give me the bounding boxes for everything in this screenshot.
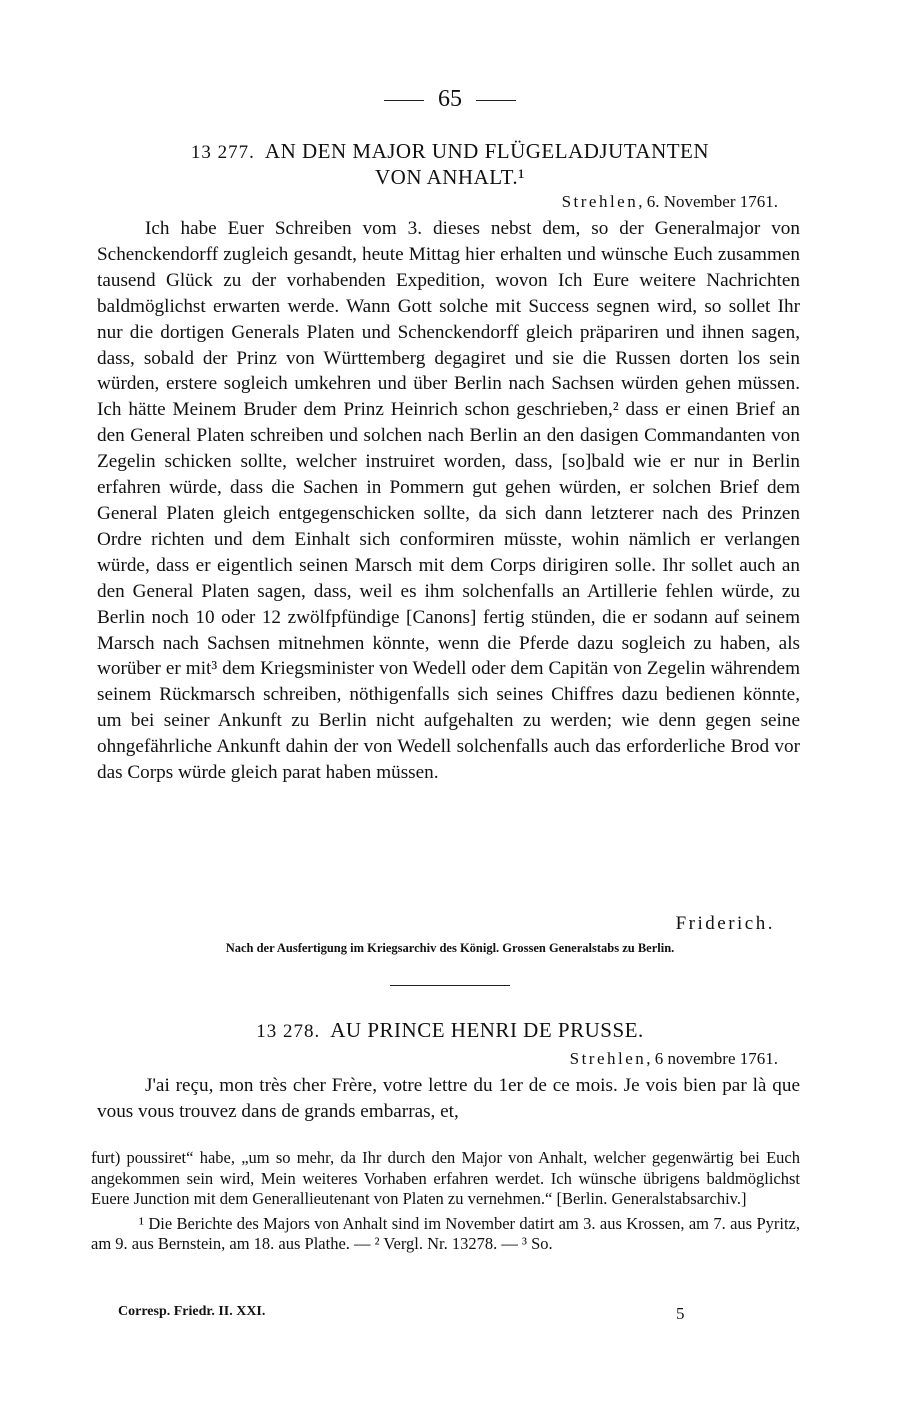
footnote-list: ¹ Die Berichte des Majors von Anhalt sind im November datirt am 3. aus Krossen, am 7. aus Pyritz, am 9. aus Bernstein, am 18. aus Plathe. — ² Vergl. Nr. 13278. — ³ So. — [91, 1213, 800, 1253]
letter2-title-text: AU PRINCE HENRI DE PRUSSE. — [330, 1018, 644, 1042]
page-number — [0, 86, 900, 113]
letter2-body — [97, 1073, 800, 1125]
footnotes — [91, 1148, 800, 1255]
letter1-body-text: Ich habe Euer Schreiben vom 3. dieses nebst dem, so der Generalmajor von Schenckendorff zugleich gesandt, heute Mittag hier erhalten und wünsche Euch zusammen tausend Glück zu der vorhabenden Expedition, wovon Ich Eure weitere Nachrichten baldmöglichst erwarten werde. Wann Gott solche mit Success segnen wird, so sollet Ihr nur die dortigen Generals Platen und Schenckendorff gleich präpariren und ihnen sagen, dass, sobald der Prinz von Württemberg degagiret und sie die Russen dorten los sein würden, erstere sogleich umkehren und über Berlin nach Sachsen würden gehen müssen. Ich hätte Meinem Bruder dem Prinz Heinrich schon geschrieben,² dass er einen Brief an den General Platen schreiben und solchen nach Berlin an den dasigen Commandanten von Zegelin schicken sollte, welcher instruiret worden, dass, [so]bald wie er nur in Berlin erfahren würde, dass die Sachen in Pommern gut gehen würden, er solchen Brief dem General Platen gleich entgegenschicken sollte, da sich dann letzterer nach des Prinzen Ordre richten und dem Einhalt sich conformiren müsste, wohin nämlich er verlangen würde, dass er eigentlich seinen Marsch mit dem Corps dirigiren solle. Ihr sollet auch an den General Platen sagen, dass, weil es ihm solchenfalls an Artillerie fehlen würde, zu Berlin noch 10 oder 12 zwölfpfündige [Canons] fertig stünden, die er sodann auf seinem Marsch nach Sachsen mitnehmen könnte, wenn die Pferde dazu sogleich zu haben, als worüber er mit³ dem Kriegsminister von Wedell oder dem Capitän von Zegelin währendem seinem Rückmarsch schreiben, nöthigenfalls sich seines Chiffres dazu bedienen könnte, um bei seiner Ankunft zu Berlin nicht aufgehalten zu werden; wie denn gegen seine ohngefährliche Ankunft dahin der von Wedell solchenfalls auch das erforderliche Brod vor das Corps würde gleich parat haben müssen. — [97, 218, 800, 784]
letter2-body-text: J'ai reçu, mon très cher Frère, votre lettre du 1er de ce mois. Je vois bien par là que vous vous trouvez dans de grands embarras, et, — [97, 1075, 800, 1122]
letter2-place: Strehlen — [569, 1049, 647, 1068]
letter1-source-note: Nach der Ausfertigung im Kriegsarchiv des Königl. Grossen Generalstabs zu Berlin. — [225, 941, 675, 955]
page-number-dash-left — [384, 100, 424, 101]
letter1-place: Strehlen — [561, 192, 639, 211]
page-number-dash-right — [476, 100, 516, 101]
letter1-dateline — [562, 192, 778, 212]
letter1-title — [100, 139, 800, 190]
letter2-dateline — [570, 1049, 778, 1069]
letter1-number: 13 277. — [190, 142, 255, 163]
letter1-title-line2: VON ANHALT.¹ — [375, 165, 525, 189]
letter1-title-line1: AN DEN MAJOR UND FLÜGELADJUTANTEN — [264, 139, 710, 163]
letter1-signature: Friderich. — [675, 913, 775, 934]
printer-signature-mark: 5 — [676, 1304, 685, 1323]
letter2-number: 13 278. — [256, 1021, 321, 1042]
letter2-date: , 6 novembre 1761. — [646, 1049, 778, 1068]
section-divider — [390, 985, 510, 986]
footnote-continuation: furt) poussiret“ habe, „um so mehr, da Ihr durch den Major von Anhalt, welcher gegenwärtig bei Euch angekommen sein wird, Mein weiteres Vorhaben erfahren werdet. Ich wünsche übrigens baldmöglichst Euere Junction mit dem Generallieutenant von Platen zu vernehmen.“ [Berlin. Generalstabsarchiv.] — [91, 1148, 800, 1208]
publication-reference: Corresp. Friedr. II. XXI. — [118, 1304, 266, 1319]
letter1-date: , 6. November 1761. — [638, 192, 778, 211]
bottom-line — [118, 1304, 688, 1323]
letter1-body — [97, 216, 800, 786]
letter2-title — [100, 1018, 800, 1044]
page-number-text: 65 — [438, 86, 462, 112]
